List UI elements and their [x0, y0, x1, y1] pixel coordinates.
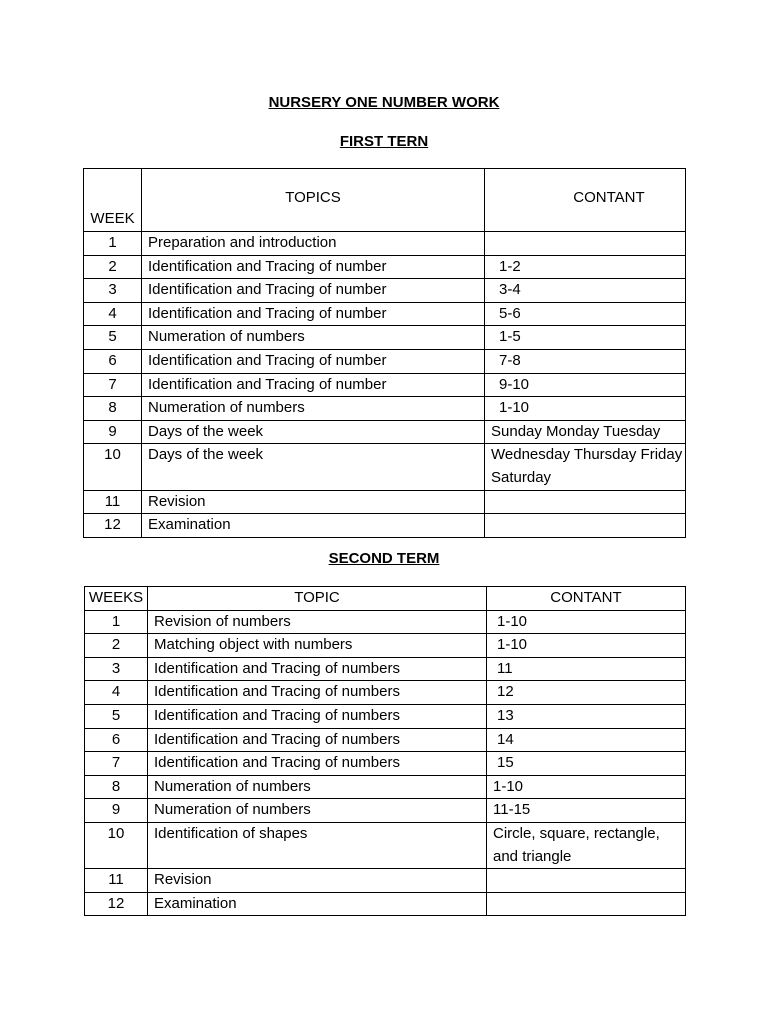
week-cell: 5 — [84, 326, 142, 350]
content-cell: 9-10 — [485, 373, 686, 397]
second-term-heading: SECOND TERM — [328, 550, 440, 567]
table-row — [85, 869, 686, 893]
week-cell: 4 — [85, 681, 148, 705]
topic-cell: Identification and Tracing of numbers — [148, 728, 487, 752]
week-cell: 1 — [84, 232, 142, 256]
table-row — [85, 681, 686, 705]
week-cell: 2 — [84, 255, 142, 279]
content-cell: 12 — [487, 681, 686, 705]
topic-cell: Days of the week — [142, 444, 485, 490]
table-row — [85, 799, 686, 823]
second-term-table — [84, 586, 686, 916]
content-cell: 15 — [487, 752, 686, 776]
content-cell: 5-6 — [485, 302, 686, 326]
table-header-row — [84, 169, 686, 232]
week-cell: 6 — [84, 349, 142, 373]
week-cell: 11 — [85, 869, 148, 893]
topic-cell: Identification and Tracing of number — [142, 279, 485, 303]
topic-cell: Identification of shapes — [148, 822, 487, 868]
topic-cell: Identification and Tracing of number — [142, 373, 485, 397]
first-term-table — [83, 168, 686, 538]
topic-cell: Revision of numbers — [148, 610, 487, 634]
content-cell: 14 — [487, 728, 686, 752]
week-column-header: WEEKS — [85, 587, 148, 611]
week-cell: 10 — [85, 822, 148, 868]
week-cell: 10 — [84, 444, 142, 490]
week-column-header: WEEK — [84, 169, 142, 232]
week-cell: 3 — [84, 279, 142, 303]
topic-cell: Identification and Tracing of numbers — [148, 752, 487, 776]
document-title: NURSERY ONE NUMBER WORK — [268, 94, 500, 111]
week-cell: 8 — [85, 775, 148, 799]
table-row — [84, 373, 686, 397]
table-row — [84, 255, 686, 279]
table-row — [84, 302, 686, 326]
table-row — [85, 634, 686, 658]
topic-cell: Numeration of numbers — [142, 326, 485, 350]
table-row — [84, 444, 686, 490]
topic-cell: Identification and Tracing of numbers — [148, 657, 487, 681]
week-cell: 2 — [85, 634, 148, 658]
week-cell: 6 — [85, 728, 148, 752]
topic-cell: Matching object with numbers — [148, 634, 487, 658]
table-row — [84, 490, 686, 514]
week-cell: 3 — [85, 657, 148, 681]
week-cell: 9 — [85, 799, 148, 823]
content-column-header: CONTANT — [487, 587, 686, 611]
topic-cell: Examination — [148, 892, 487, 916]
content-cell: Circle, square, rectangle, and triangle — [487, 822, 686, 868]
content-cell — [485, 490, 686, 514]
content-cell: 11 — [487, 657, 686, 681]
table-row — [85, 657, 686, 681]
week-cell: 9 — [84, 420, 142, 444]
content-cell: Sunday Monday Tuesday — [485, 420, 686, 444]
topic-cell: Identification and Tracing of numbers — [148, 704, 487, 728]
topic-cell: Numeration of numbers — [142, 397, 485, 421]
content-cell — [487, 892, 686, 916]
content-cell: 1-2 — [485, 255, 686, 279]
topic-cell: Numeration of numbers — [148, 775, 487, 799]
table-row — [85, 704, 686, 728]
content-cell — [487, 869, 686, 893]
table-row — [85, 775, 686, 799]
topic-cell: Examination — [142, 514, 485, 538]
table-row — [84, 420, 686, 444]
content-cell: 11-15 — [487, 799, 686, 823]
topic-column-header: TOPIC — [148, 587, 487, 611]
week-cell: 12 — [85, 892, 148, 916]
table-row — [85, 892, 686, 916]
table-row — [85, 728, 686, 752]
content-cell: 1-10 — [487, 775, 686, 799]
week-cell: 1 — [85, 610, 148, 634]
table-row — [84, 397, 686, 421]
table-row — [85, 610, 686, 634]
topic-cell: Identification and Tracing of number — [142, 349, 485, 373]
topic-cell: Identification and Tracing of number — [142, 255, 485, 279]
content-cell — [485, 232, 686, 256]
topic-column-header: TOPICS — [142, 169, 485, 232]
week-cell: 7 — [84, 373, 142, 397]
week-cell: 5 — [85, 704, 148, 728]
topic-cell: Numeration of numbers — [148, 799, 487, 823]
topic-cell: Days of the week — [142, 420, 485, 444]
content-cell: 1-10 — [487, 634, 686, 658]
topic-cell: Preparation and introduction — [142, 232, 485, 256]
topic-cell: Revision — [142, 490, 485, 514]
table-row — [85, 752, 686, 776]
topic-cell: Identification and Tracing of numbers — [148, 681, 487, 705]
week-cell: 7 — [85, 752, 148, 776]
topic-cell: Identification and Tracing of number — [142, 302, 485, 326]
content-cell: 1-10 — [487, 610, 686, 634]
topic-cell: Revision — [148, 869, 487, 893]
first-term-heading: FIRST TERN — [339, 133, 429, 150]
week-cell: 8 — [84, 397, 142, 421]
table-row — [84, 279, 686, 303]
week-cell: 12 — [84, 514, 142, 538]
content-column-header: CONTANT — [485, 169, 686, 232]
table-row — [84, 326, 686, 350]
table-header-row — [85, 587, 686, 611]
table-row — [85, 822, 686, 868]
content-cell: 7-8 — [485, 349, 686, 373]
table-row — [84, 514, 686, 538]
table-row — [84, 349, 686, 373]
week-cell: 11 — [84, 490, 142, 514]
content-cell: 3-4 — [485, 279, 686, 303]
week-cell: 4 — [84, 302, 142, 326]
content-cell — [485, 514, 686, 538]
content-cell: 1-5 — [485, 326, 686, 350]
content-cell: 1-10 — [485, 397, 686, 421]
table-row — [84, 232, 686, 256]
content-cell: Wednesday Thursday Friday Saturday — [485, 444, 686, 490]
content-cell: 13 — [487, 704, 686, 728]
